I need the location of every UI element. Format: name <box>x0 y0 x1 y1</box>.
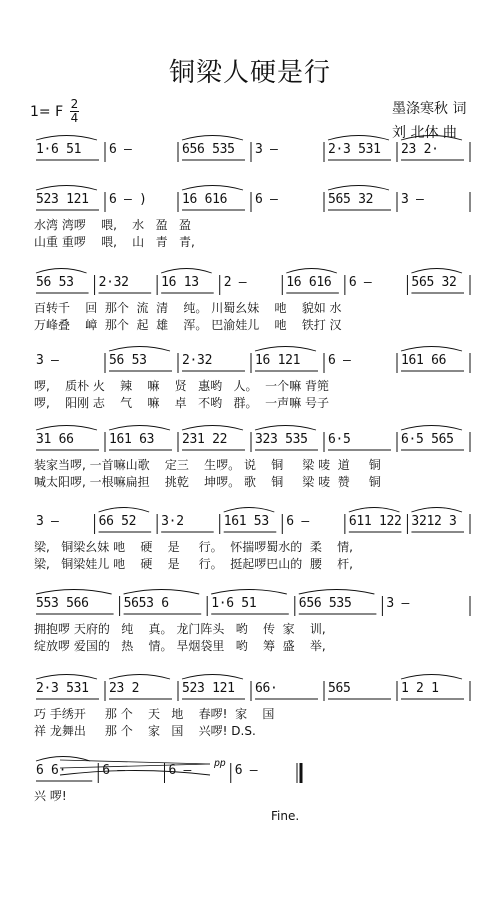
slur-arc <box>286 269 337 274</box>
lyric-line: 百转千 回 那个 流 清 纯。 川蜀幺妹 吔 貌如 水 <box>34 301 342 315</box>
measure-notes: 6 – <box>234 763 258 778</box>
slur-arc <box>124 590 200 595</box>
measure-notes: 3·2 <box>161 514 184 529</box>
measure-notes: 3 – <box>386 596 409 611</box>
lyric-line: 梁, 铜梁娃儿 吔 硬 是 行。 挺起啰巴山的 腰 杆, <box>34 557 353 571</box>
slur-arc <box>401 347 462 352</box>
measure-notes: 611 122 <box>348 514 402 529</box>
measure-notes: 6·5 <box>328 432 351 447</box>
lyricist-credit: 墨涤寒秋 词 <box>392 101 467 117</box>
measure-notes: 231 22 <box>182 432 228 447</box>
measure-notes: 565 32 <box>411 275 457 290</box>
measure-notes: 161 66 <box>401 353 447 368</box>
time-bottom: 4 <box>70 111 79 125</box>
measure-notes: 523 121 <box>36 192 89 207</box>
slur-arc <box>182 136 243 141</box>
measure-notes: 6·5 565 <box>401 432 454 447</box>
slur-arc <box>411 508 462 513</box>
key-signature: 1= F <box>30 104 64 120</box>
measure-notes: 656 535 <box>182 142 235 157</box>
measure-notes: 2·3 531 <box>328 142 381 157</box>
slur-arc <box>109 675 170 680</box>
measure-notes: 6 – <box>348 275 372 290</box>
slur-arc <box>109 347 170 352</box>
slur-arc <box>36 186 97 191</box>
lyric-line: 兴 啰! <box>34 789 67 803</box>
slur-arc <box>401 675 462 680</box>
slur-arc <box>36 590 112 595</box>
measure-notes: 16 121 <box>255 353 301 368</box>
measure-notes: 56 53 <box>36 275 74 290</box>
song-title: 铜梁人硬是行 <box>168 58 331 88</box>
measure-notes: 3 – <box>36 514 59 529</box>
slur-arc <box>224 508 275 513</box>
lyric-line: 梁, 铜梁幺妹 吔 硬 是 行。 怀揣啰蜀水的 柔 情, <box>34 540 353 554</box>
measure-notes: 161 53 <box>223 514 269 529</box>
measure-notes: 6 – <box>255 192 278 207</box>
measure-notes: 523 121 <box>182 681 235 696</box>
measure-notes: 6 – <box>102 763 125 778</box>
slur-arc <box>182 426 243 431</box>
slur-arc <box>36 675 97 680</box>
slur-arc <box>255 426 316 431</box>
lyric-line: 绽放啰 爱国的 热 情。 旱烟袋里 哟 筹 盛 举, <box>34 639 326 653</box>
measure-notes: 3 – <box>36 353 59 368</box>
slur-arc <box>211 590 287 595</box>
measure-notes: 23 2 <box>109 681 140 696</box>
slur-arc <box>411 269 462 274</box>
measure-notes: 3212 3 <box>411 514 457 529</box>
slur-arc <box>182 675 243 680</box>
lyric-line: 万峰叠 嶂 那个 起 雄 浑。 巴渝娃儿 吔 铁打 汉 <box>34 318 342 332</box>
time-top: 2 <box>70 97 79 111</box>
slur-arc <box>161 269 212 274</box>
lyric-line: 啰, 阳刚 志 气 嘛 卓 不哟 群。 一声嘛 号子 <box>34 396 329 410</box>
measure-notes: 66· <box>255 681 278 696</box>
measure-notes: 6 – ) <box>109 192 147 207</box>
measure-notes: 2·32 <box>98 275 129 290</box>
measure-notes: 2 – <box>223 275 247 290</box>
measure-notes: 16 616 <box>182 192 228 207</box>
slur-arc <box>36 426 97 431</box>
lyric-line: 喊太阳啰, 一根嘛扁担 挑乾 坤啰。 歌 铜 梁 唛 赞 铜 <box>34 475 381 489</box>
lyric-line: 啰, 质朴 火 辣 嘛 贤 惠哟 人。 一个嘛 背篼 <box>34 379 329 393</box>
measure-notes: 56 53 <box>109 353 147 368</box>
measure-notes: 161 63 <box>109 432 155 447</box>
measure-notes: 565 <box>328 681 351 696</box>
measure-notes: 3 – <box>401 192 424 207</box>
slur-arc <box>182 186 243 191</box>
measure-notes: 323 535 <box>255 432 308 447</box>
measure-notes: 6 – <box>109 142 132 157</box>
slur-arc <box>299 590 375 595</box>
lyric-line: 山重 重啰 喂, 山 青 青, <box>34 235 195 249</box>
measure-notes: 6 – <box>328 353 351 368</box>
lyric-line: 巧 手绣开 那 个 天 地 春啰! 家 国 <box>34 707 275 721</box>
measure-notes: 565 32 <box>328 192 374 207</box>
fine-label: Fine. <box>271 809 300 823</box>
lyric-line: 祥 龙舞出 那 个 家 国 兴啰! D.S. <box>34 724 256 738</box>
measure-notes: 6 – <box>168 763 192 778</box>
measure-notes: 553 566 <box>36 596 89 611</box>
slur-arc <box>99 508 150 513</box>
measure-notes: 1·6 51 <box>36 142 82 157</box>
measure-notes: 16 616 <box>286 275 332 290</box>
slur-arc <box>401 136 462 141</box>
slur-arc <box>349 508 400 513</box>
measure-notes: 31 66 <box>36 432 74 447</box>
slur-arc <box>36 269 87 274</box>
measure-notes: 1 2 1 <box>401 681 439 696</box>
slur-arc <box>328 186 389 191</box>
measure-notes: 2·32 <box>182 353 213 368</box>
composer-credit: 刘 北休 曲 <box>392 125 457 141</box>
measure-notes: 2·3 531 <box>36 681 89 696</box>
lyric-line: 拥抱啰 天府的 纯 真。 龙门阵头 哟 传 家 训, <box>34 622 326 636</box>
measure-notes: 6 – <box>286 514 309 529</box>
measure-notes: 5653 6 <box>123 596 169 611</box>
measure-notes: 16 13 <box>161 275 199 290</box>
lyric-line: 水湾 湾啰 喂, 水 盈 盈 <box>34 218 192 232</box>
measure-notes: 6 6· <box>36 763 67 778</box>
measure-notes: 23 2· <box>401 142 439 157</box>
slur-arc <box>255 347 316 352</box>
lyric-line: 装家当啰, 一首嘛山歌 定三 生啰。 说 铜 梁 唛 道 铜 <box>34 458 381 472</box>
measure-notes: 66 52 <box>98 514 137 529</box>
slur-arc <box>109 426 170 431</box>
dynamic-mark: pp <box>214 758 226 769</box>
measure-notes: 3 – <box>255 142 278 157</box>
measure-notes: 1·6 51 <box>211 596 257 611</box>
slur-arc <box>328 136 389 141</box>
measure-notes: 656 535 <box>298 596 352 611</box>
slur-arc <box>36 136 97 141</box>
slur-arc <box>401 426 462 431</box>
